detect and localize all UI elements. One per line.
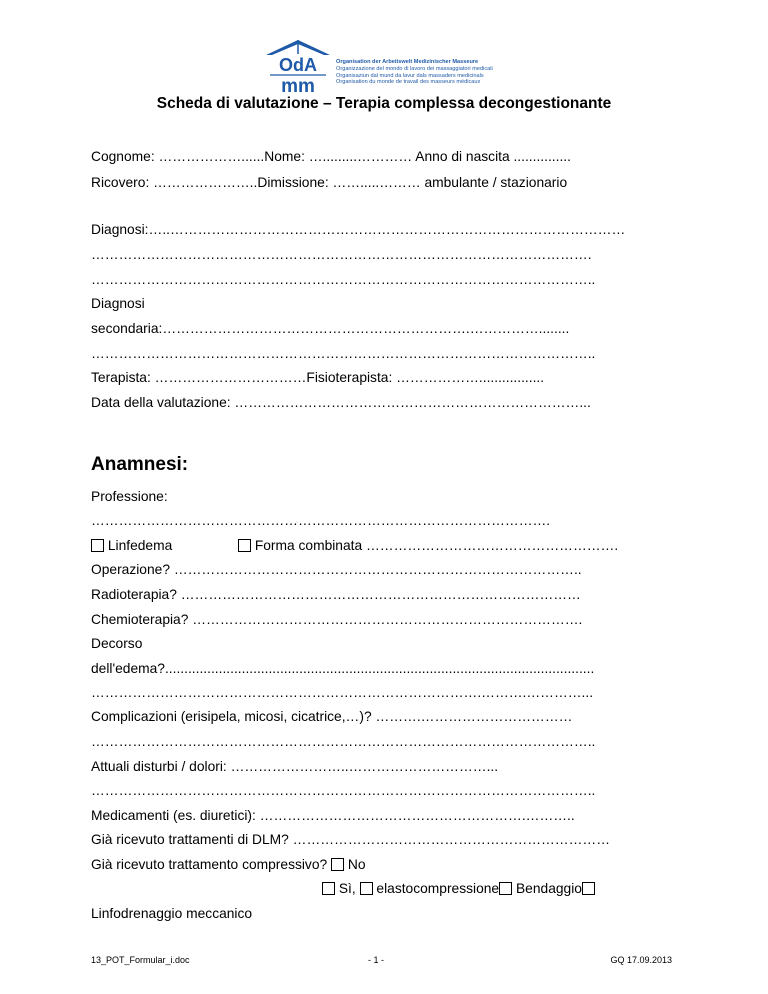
radiotherapy-line: Radioterapia? …………………………………………………………………………… — [91, 587, 581, 602]
edema-course-line: dell'edema?................................................................................................................ — [91, 661, 595, 676]
diagnosis-continuation: ……………………………………………………………………………………………….. — [91, 272, 596, 287]
no-label: No — [347, 857, 366, 872]
bandage-checkbox[interactable] — [582, 882, 595, 895]
chemotherapy-line: Chemioterapia? …………………………………………………………………………. — [91, 612, 583, 627]
dlm-treatment-line: Già ricevuto trattamenti di DLM? …………………………………………………………… — [91, 832, 610, 847]
logo-wordmark-bottom: mm — [281, 76, 315, 96]
footer-filename: 13_POT_Formular_i.doc — [91, 955, 190, 965]
diagnosis-line: Diagnosi:…..……………………………………………………………………………………… — [91, 222, 626, 237]
admission-line: Ricovero: …………………..Dimissione: …….....……… ambulante / stazionario — [91, 175, 568, 190]
yes-checkbox[interactable] — [322, 882, 335, 895]
current-complaints-continuation: ……………………………………………………………………………………………….. — [91, 783, 596, 798]
combined-form-checkbox[interactable] — [238, 539, 251, 552]
mechanical-lymph-drainage-line: Linfodrenaggio meccanico — [91, 906, 253, 921]
elastocompression-label: elastocompressione — [376, 881, 500, 896]
secondary-diagnosis-line: secondaria:………………………………………………………….……………........ — [91, 321, 570, 336]
secondary-diagnosis-label: Diagnosi — [91, 296, 145, 311]
current-complaints-line: Attuali disturbi / dolori: ……………………..…………………………... — [91, 759, 499, 774]
logo-line: Organisaziun dal mund da lavur dals massaders medicinals — [336, 72, 484, 79]
edema-course-label: Decorso — [91, 636, 143, 651]
edema-type-row — [91, 538, 618, 553]
complications-continuation: ……………………………………………………………………………………………….. — [91, 734, 596, 749]
logo-line: Organizzazione del mondo di lavoro dei massaggiatori medicali — [336, 65, 493, 72]
logo-wordmark-top: OdA — [279, 55, 317, 75]
yes-label: Sì, — [338, 881, 356, 896]
combined-form-label: Forma combinata ………………………………………………. — [254, 538, 619, 553]
profession-line: ………………………………………………………………………………………. — [91, 513, 551, 528]
therapist-line: Terapista: ……………………………Fisioterapista: ………………................. — [91, 370, 545, 385]
elastocompression-checkbox[interactable] — [360, 882, 373, 895]
diagnosis-continuation: ………………………………………………………………………………………………. — [91, 247, 592, 262]
anamnesis-heading: Anamnesi: — [91, 454, 189, 475]
logo-line: Organisation du monde de travail des masseurs médicaux — [336, 79, 481, 86]
name-line: Cognome: ………………......Nome: ….........………… Anno di nascita ............... — [91, 149, 571, 164]
logo-text — [336, 59, 493, 86]
compression-question-row — [91, 857, 366, 872]
edema-course-continuation: ………………………………………………………………………….……….…………... — [91, 685, 594, 700]
no-checkbox[interactable] — [331, 858, 344, 871]
logo-mark — [264, 40, 334, 96]
bandage-label: Bendaggio — [515, 881, 582, 896]
compression-question: Già ricevuto trattamento compressivo? — [91, 857, 328, 872]
complications-line: Complicazioni (erisipela, micosi, cicatrice,…)? ……….…………………………… — [91, 709, 573, 724]
lymphedema-checkbox[interactable] — [91, 539, 104, 552]
bandage-checkbox-left[interactable] — [499, 882, 512, 895]
lymphedema-label: Linfedema — [107, 538, 173, 553]
secondary-diagnosis-continuation: ……………………………………………………………………………………………….. — [91, 346, 596, 361]
evaluation-date-line: Data della valutazione: …………………………………………………………………... — [91, 395, 591, 410]
logo-line: Organisation der Arbeitswelt Medizinischer Masseure — [336, 59, 479, 65]
document-title: Scheda di valutazione – Terapia complessa decongestionante — [156, 95, 612, 112]
profession-label: Professione: — [91, 489, 168, 504]
surgery-line: Operazione? …………………………………………………………………………….. — [91, 562, 582, 577]
footer-version: GQ 17.09.2013 — [610, 955, 672, 965]
medication-line: Medicamenti (es. diuretici): ………………………………………………….……….. — [91, 808, 575, 823]
footer-page-number: - 1 - — [368, 955, 385, 965]
compression-options-row — [322, 881, 595, 896]
oda-mm-logo — [264, 40, 524, 96]
